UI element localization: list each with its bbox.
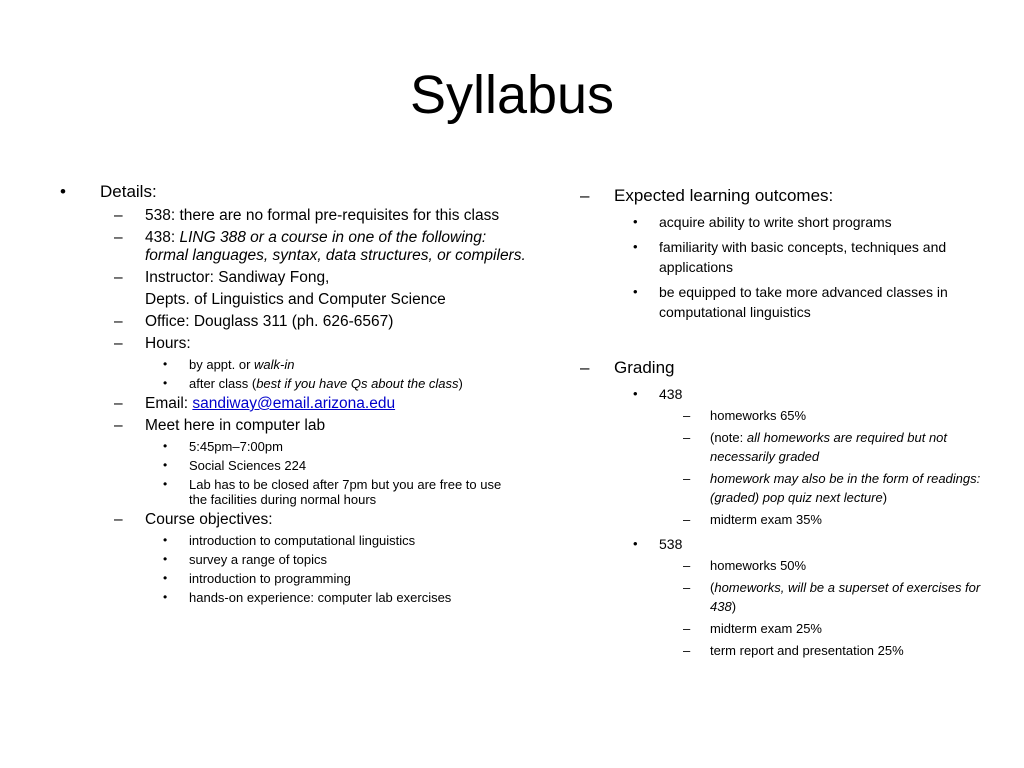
dash-icon: – bbox=[580, 358, 590, 377]
list-item-objective bbox=[60, 590, 530, 605]
dash-icon: – bbox=[683, 471, 691, 486]
g538-note-suffix: ) bbox=[731, 599, 737, 614]
bullet-icon: • bbox=[633, 214, 638, 229]
list-item-outcomes bbox=[580, 185, 1000, 206]
dash-icon: – bbox=[683, 430, 691, 445]
list-item-outcome bbox=[580, 212, 1000, 232]
bullet-icon: • bbox=[163, 458, 168, 472]
hours-appt-prefix: by appt. or bbox=[189, 357, 255, 372]
outcome-text: be equipped to take more advanced classes in computational linguistics bbox=[659, 284, 948, 320]
pre438-prefix: 438: bbox=[145, 229, 180, 246]
list-item-g438 bbox=[580, 384, 1000, 404]
list-item-hours-after bbox=[60, 376, 530, 391]
objective-text: introduction to programming bbox=[189, 571, 351, 586]
meet-item: 5:45pm–7:00pm bbox=[189, 439, 283, 454]
list-item-outcome bbox=[580, 282, 1000, 322]
list-item-objective bbox=[60, 552, 530, 567]
instructor-text: Instructor: Sandiway Fong, bbox=[145, 269, 330, 286]
hours-after-em: best if you have Qs about the class bbox=[256, 376, 459, 391]
right-column bbox=[580, 185, 1000, 663]
email-label: Email: bbox=[145, 395, 193, 412]
list-item-pre438 bbox=[60, 229, 530, 265]
g538-mid-text: midterm exam 25% bbox=[710, 621, 822, 636]
dash-icon: – bbox=[114, 335, 123, 352]
hours-label: Hours: bbox=[145, 335, 191, 352]
objectives-label: Course objectives: bbox=[145, 511, 273, 528]
g538-note-prefix: ( bbox=[710, 580, 715, 595]
dash-icon: – bbox=[114, 229, 123, 246]
list-item-objective bbox=[60, 533, 530, 548]
g438-note-prefix: (note: bbox=[710, 430, 747, 445]
pre438-text: LING 388 or a course in one of the following: formal languages, syntax, data structures, or compilers. bbox=[145, 229, 526, 264]
list-item-g538-hw bbox=[580, 556, 1000, 575]
meet-item: Lab has to be closed after 7pm but you are free to use the facilities during normal hours bbox=[189, 477, 502, 507]
bullet-icon: • bbox=[163, 357, 168, 371]
list-item-meet-lab bbox=[60, 477, 530, 507]
list-item-g438-hw bbox=[580, 406, 1000, 425]
pre538-text: 538: there are no formal pre-requisites for this class bbox=[145, 207, 500, 224]
objective-text: survey a range of topics bbox=[189, 552, 328, 567]
list-item-outcome bbox=[580, 237, 1000, 277]
outcomes-label: Expected learning outcomes: bbox=[614, 186, 834, 205]
g538-hw-text: homeworks 50% bbox=[710, 558, 807, 573]
meet-item: Social Sciences 224 bbox=[189, 458, 307, 473]
g438-mid-text: midterm exam 35% bbox=[710, 512, 822, 527]
list-item-meet-place bbox=[60, 458, 530, 473]
slide-title: Syllabus bbox=[409, 65, 615, 125]
objective-text: hands-on experience: computer lab exercises bbox=[189, 590, 452, 605]
list-item-g538-mid bbox=[580, 619, 1000, 638]
office-text: Office: Douglass 311 (ph. 626-6567) bbox=[145, 313, 394, 330]
dash-icon: – bbox=[683, 408, 691, 423]
bullet-icon: • bbox=[633, 239, 638, 254]
hours-appt-em: walk-in bbox=[254, 357, 295, 372]
spacer bbox=[580, 327, 1000, 357]
g538-note-em: homeworks, will be a superset of exercises for 438 bbox=[710, 580, 981, 614]
list-item-g438-mid bbox=[580, 510, 1000, 529]
dash-icon: – bbox=[114, 207, 123, 224]
bullet-icon: • bbox=[163, 533, 168, 547]
dash-icon: – bbox=[683, 558, 691, 573]
list-item-objectives bbox=[60, 511, 530, 529]
outcome-text: familiarity with basic concepts, techniques and applications bbox=[659, 239, 947, 275]
dash-icon: – bbox=[683, 512, 691, 527]
hours-after-suffix: ) bbox=[458, 376, 463, 391]
dash-icon: – bbox=[114, 269, 123, 286]
email-link[interactable]: sandiway@email.arizona.edu bbox=[192, 395, 396, 412]
bullet-icon: • bbox=[633, 386, 638, 401]
bullet-icon: • bbox=[163, 439, 168, 453]
list-item-g538-note bbox=[580, 578, 1000, 616]
g538-term-text: term report and presentation 25% bbox=[710, 643, 904, 658]
list-item-pre538 bbox=[60, 207, 530, 225]
list-item-meet-time bbox=[60, 439, 530, 454]
details-label: Details: bbox=[100, 182, 157, 201]
list-item-hours-appt bbox=[60, 357, 530, 372]
list-item-email bbox=[60, 395, 530, 413]
bullet-icon: • bbox=[163, 590, 168, 604]
list-item-g438-form bbox=[580, 469, 1000, 507]
meet-text: Meet here in computer lab bbox=[145, 417, 326, 434]
dash-icon: – bbox=[114, 417, 123, 434]
bullet-icon: • bbox=[163, 571, 168, 585]
dash-icon: – bbox=[114, 313, 123, 330]
g438-note-em: all homeworks are required but not necessarily graded bbox=[710, 430, 948, 464]
bullet-icon: • bbox=[163, 376, 168, 390]
list-item-hours bbox=[60, 335, 530, 353]
outcome-text: acquire ability to write short programs bbox=[659, 214, 892, 230]
list-item-g538-term bbox=[580, 641, 1000, 660]
dash-icon: – bbox=[683, 580, 691, 595]
g438-label: 438 bbox=[659, 386, 683, 402]
hours-after-prefix: after class ( bbox=[189, 376, 257, 391]
bullet-icon: • bbox=[633, 536, 638, 551]
grading-label: Grading bbox=[614, 358, 675, 377]
list-item-details bbox=[60, 181, 530, 202]
dash-icon: – bbox=[114, 395, 123, 412]
g538-label: 538 bbox=[659, 536, 683, 552]
list-item-g438-note bbox=[580, 428, 1000, 466]
bullet-icon: • bbox=[163, 552, 168, 566]
g438-hw-text: homeworks 65% bbox=[710, 408, 807, 423]
bullet-icon: • bbox=[163, 477, 168, 491]
list-item-objective bbox=[60, 571, 530, 586]
dash-icon: – bbox=[580, 186, 590, 205]
depts-text: Depts. of Linguistics and Computer Science bbox=[145, 291, 446, 308]
list-item-depts bbox=[60, 291, 530, 309]
dash-icon: – bbox=[683, 643, 691, 658]
list-item-office bbox=[60, 313, 530, 331]
dash-icon: – bbox=[683, 621, 691, 636]
bullet-icon: • bbox=[60, 182, 66, 201]
bullet-icon: • bbox=[633, 284, 638, 299]
dash-icon: – bbox=[114, 511, 123, 528]
list-item-meet bbox=[60, 417, 530, 435]
g438-form-suffix: ) bbox=[882, 490, 888, 505]
left-column bbox=[60, 181, 530, 609]
g438-form-em: homework may also be in the form of readings: (graded) pop quiz next lecture bbox=[710, 471, 981, 505]
list-item-g538 bbox=[580, 534, 1000, 554]
objective-text: introduction to computational linguistics bbox=[189, 533, 416, 548]
list-item-instructor bbox=[60, 269, 530, 287]
list-item-grading bbox=[580, 357, 1000, 378]
